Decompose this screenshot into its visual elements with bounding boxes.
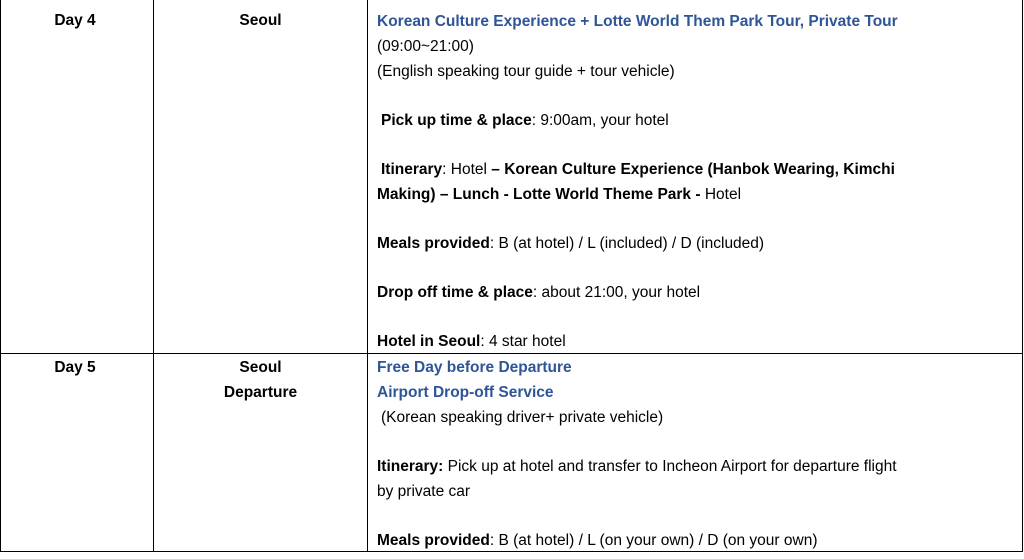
itinerary-end: Hotel [704, 186, 742, 203]
tour-guide: (English speaking tour guide + tour vehicle) [377, 63, 675, 80]
meals-label: Meals provided [377, 532, 490, 549]
itinerary-start: : Hotel [442, 161, 492, 178]
itinerary-bold-2: Making) – Lunch - Lotte World Theme Park - [377, 186, 705, 203]
city-label: Seoul [239, 359, 282, 376]
itinerary-line-1 [377, 454, 1014, 479]
pickup-value: : 9:00am, your hotel [531, 112, 669, 129]
dropoff-label: Drop off time & place [377, 284, 533, 301]
description-cell [367, 0, 1022, 353]
meals-value: : B (at hotel) / L (on your own) / D (on your own) [489, 532, 818, 549]
tour-time: (09:00~21:00) [377, 38, 474, 55]
itinerary-line-1 [377, 157, 1014, 182]
day-label: Day 4 [54, 12, 96, 29]
dropoff-service-title: Airport Drop-off Service [377, 384, 554, 401]
day-cell [1, 354, 153, 552]
day-label: Day 5 [54, 359, 96, 376]
meals-value: : B (at hotel) / L (included) / D (included) [489, 235, 765, 252]
table-row-day-4 [1, 0, 1022, 353]
table-row-day-5 [1, 353, 1022, 552]
description-cell [367, 354, 1022, 552]
itinerary-line-2 [377, 182, 1014, 207]
meals-line [377, 528, 1014, 553]
driver-line: (Korean speaking driver+ private vehicle) [381, 409, 664, 426]
hotel-label: Hotel in Seoul [377, 333, 481, 350]
city-label-departure: Departure [223, 384, 298, 401]
hotel-value: : 4 star hotel [480, 333, 566, 350]
pickup-line [377, 108, 1014, 133]
meals-line [377, 231, 1014, 256]
dropoff-value: : about 21:00, your hotel [532, 284, 701, 301]
day-cell [1, 0, 153, 353]
meals-label: Meals provided [377, 235, 490, 252]
pickup-label: Pick up time & place [381, 112, 532, 129]
city-cell [153, 354, 367, 552]
tour-title: Korean Culture Experience + Lotte World Them Park Tour, Private Tour [377, 13, 898, 30]
hotel-line [377, 329, 1014, 354]
itinerary-value-1: Pick up at hotel and transfer to Incheon Airport for departure flight [443, 458, 897, 475]
city-label: Seoul [239, 12, 282, 29]
itinerary-label: Itinerary: [377, 458, 444, 475]
city-cell [153, 0, 367, 353]
dropoff-line [377, 280, 1014, 305]
free-day-title: Free Day before Departure [377, 359, 572, 376]
itinerary-label: Itinerary [381, 161, 443, 178]
itinerary-bold-1: – Korean Culture Experience (Hanbok Wearing, Kimchi [491, 161, 895, 178]
itinerary-line-2: by private car [377, 483, 471, 500]
